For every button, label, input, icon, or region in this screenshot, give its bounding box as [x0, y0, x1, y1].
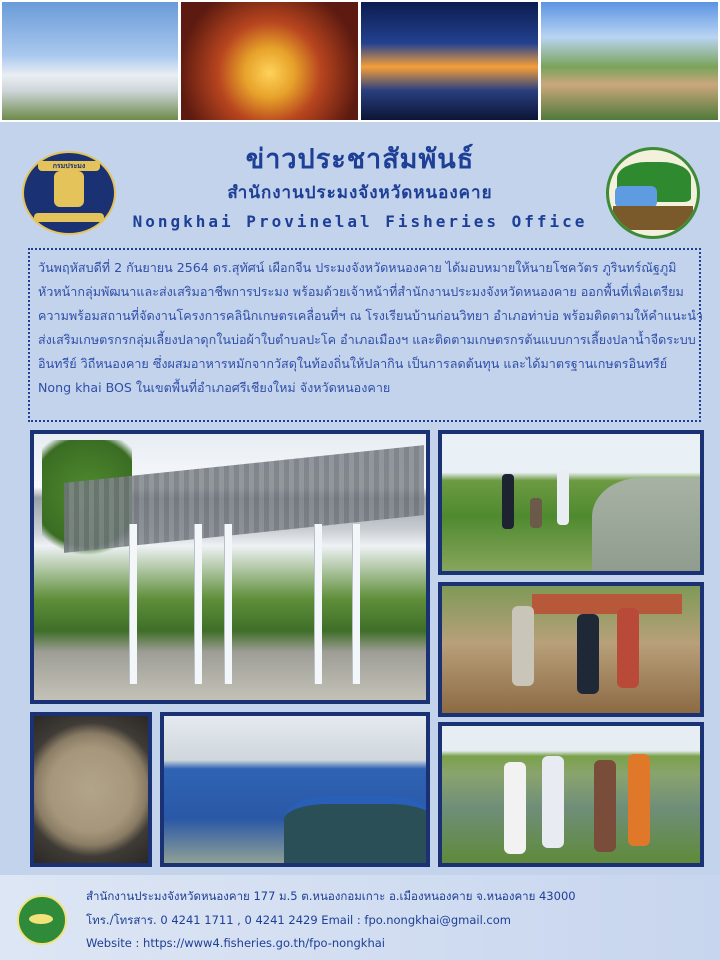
organic-farmer-group-photo — [438, 722, 704, 867]
skywalk-river-view-photo — [541, 2, 718, 120]
logo-text: กรมประมง — [38, 161, 100, 171]
palace-building-photo — [2, 2, 178, 120]
office-name-english: Nongkhai Provinelal Fisheries Office — [132, 212, 588, 231]
article-line: ส่งเสริมเกษตรกรกลุ่มเลี้ยงปลาดุกในบ่อผ้าใบตำบลปะโค อำเภอเมืองฯ และติดตามเกษตรกรต้นแบบการเลี้ยงปลาน้ำจืดระบบ — [38, 332, 696, 347]
header — [0, 125, 720, 240]
fisheries-fish-logo-icon — [17, 895, 67, 945]
office-name-thai: สำนักงานประมงจังหวัดหนองคาย — [227, 183, 493, 203]
article-line: ความพร้อมสถานที่จัดงานโครงการคลินิกเกษตรเคลื่อนที่ฯ ณ โรงเรียนบ้านก่อนวิทยา อำเภอท่าบ่อ พร้อมติดตามให้คำแนะนำ — [38, 308, 704, 323]
top-banner — [0, 0, 720, 122]
footer — [0, 875, 720, 960]
farmers-meeting-photo — [438, 582, 704, 717]
news-article — [28, 248, 704, 422]
field-visit-pond-photo — [438, 430, 704, 575]
article-line: วันพฤหัสบดีที่ 2 กันยายน 2564 ดร.สุทัศน์ เผือกจีน ประมงจังหวัดหนองคาย ได้มอบหมายให้นายโชควัตร ภูรินทร์ณัฐภูมิ — [38, 260, 677, 275]
fermented-feed-photo — [30, 712, 152, 867]
article-line: Nong khai BOS ในเขตพื้นที่อำเภอศรีเชียงใหม่ จังหวัดหนองคาย — [38, 380, 391, 395]
website-link[interactable]: Website : https://www4.fisheries.go.th/fpo-nongkhai — [86, 936, 385, 950]
article-line: อินทรีย์ วิถีหนองคาย ซึ่งผสมอาหารหมักจากวัสดุในท้องถิ่นให้ปลากิน เป็นการลดต้นทุน และได้มาตรฐานเกษตรอินทรีย์ — [38, 356, 668, 371]
school-venue-shelter-photo — [30, 430, 430, 704]
provincial-office-logo — [606, 147, 700, 239]
temple-shrine-photo — [181, 2, 358, 120]
article-line: หัวหน้ากลุ่มพัฒนาและส่งเสริมอาชีพการประมง พร้อมด้วยเจ้าหน้าที่สำนักงานประมงจังหวัดหนองคาย ออกพื้นที่เพื่อเตรียม — [38, 284, 684, 299]
office-address: สำนักงานประมงจังหวัดหนองคาย 177 ม.5 ต.หนองกอมเกาะ อ.เมืองหนองคาย จ.หนองคาย 43000 — [86, 889, 576, 903]
bridge-night-photo — [361, 2, 538, 120]
contact-info: โทร./โทรสาร. 0 4241 1711 , 0 4241 2429 Email : fpo.nongkhai@gmail.com — [86, 913, 511, 927]
page-title: ข่าวประชาสัมพันธ์ — [245, 144, 475, 175]
canvas-pond-catfish-photo — [160, 712, 430, 867]
